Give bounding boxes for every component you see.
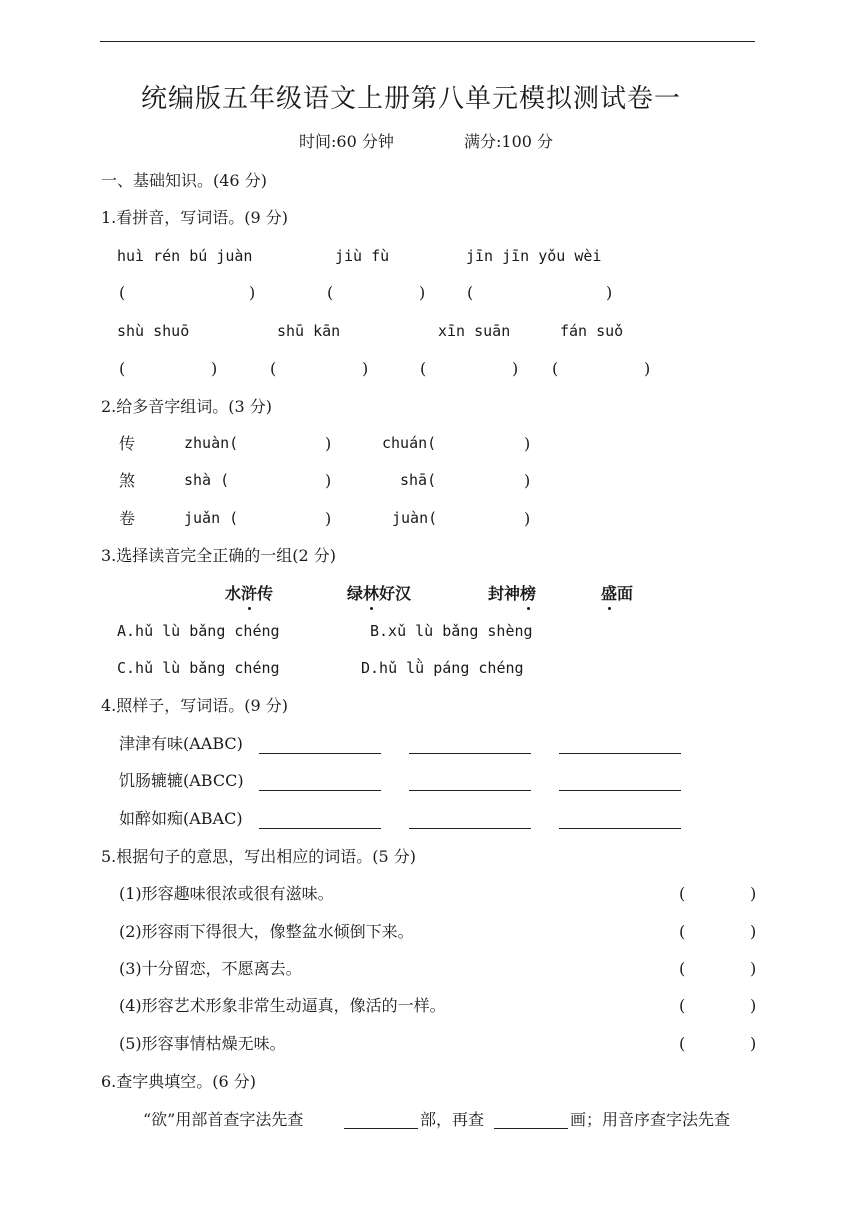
exam-score: 满分:100 分 [464, 132, 554, 151]
polyphone-char: 煞 [119, 471, 136, 490]
emphasis-dot-char: 林 [363, 584, 380, 603]
pattern-example: 如醉如痴(ABAC) [119, 809, 243, 828]
exam-time: 时间:60 分钟 [299, 132, 394, 151]
answer-paren-close: ) [606, 283, 613, 302]
answer-paren-open: ( [679, 922, 686, 941]
answer-blank[interactable] [409, 828, 531, 829]
option-d: D.hǔ lǜ páng chéng [361, 659, 524, 677]
emphasis-dot-char: 浒 [241, 584, 258, 603]
answer-paren-close: ) [325, 509, 332, 528]
answer-blank[interactable] [559, 828, 681, 829]
answer-paren-open: ( [552, 359, 559, 378]
answer-blank[interactable] [559, 753, 681, 754]
option-c: C.hǔ lù bǎng chéng [117, 659, 280, 677]
definition-item: (1)形容趣味很浓或很有滋味。 [119, 884, 334, 903]
pinyin-1: huì rén bú juàn [117, 247, 253, 265]
pinyin-4: shù shuō [117, 322, 190, 340]
question-1-heading: 1.看拼音，写词语。(9 分) [101, 208, 289, 227]
pattern-example: 津津有味(AABC) [119, 734, 243, 753]
answer-paren-open: ( [679, 959, 686, 978]
fill-text: 部，再查 [420, 1110, 485, 1129]
polyphone-reading-2: juàn( [392, 509, 438, 527]
answer-paren-open: ( [270, 359, 277, 378]
answer-paren-close: ) [512, 359, 519, 378]
answer-paren-close: ) [750, 1034, 757, 1053]
pinyin-2: jiù fù [335, 247, 390, 265]
answer-blank[interactable] [559, 790, 681, 791]
section-heading: 一、基础知识。(46 分) [101, 171, 267, 190]
answer-blank[interactable] [409, 790, 531, 791]
definition-item: (4)形容艺术形象非常生动逼真，像活的一样。 [119, 996, 446, 1015]
polyphone-reading-2: chuán( [382, 434, 437, 452]
answer-paren-close: ) [750, 996, 757, 1015]
polyphone-char: 传 [119, 434, 136, 453]
answer-blank[interactable] [259, 790, 381, 791]
polyphone-char: 卷 [119, 509, 136, 528]
answer-paren-open: ( [420, 359, 427, 378]
question-6-heading: 6.查字典填空。(6 分) [101, 1072, 257, 1091]
pinyin-6: xīn suān [438, 322, 511, 340]
answer-paren-open: ( [679, 996, 686, 1015]
question-4-heading: 4.照样子，写词语。(9 分) [101, 696, 289, 715]
polyphone-reading-1: shà ( [184, 471, 230, 489]
answer-paren-close: ) [211, 359, 218, 378]
answer-paren-open: ( [679, 1034, 686, 1053]
term-shuihu: 水浒传 [225, 584, 274, 603]
page-title: 统编版五年级语文上册第八单元模拟测试卷一 [141, 84, 682, 114]
fill-text: “欲”用部首查字法先查 [143, 1110, 304, 1129]
answer-paren-open: ( [119, 359, 126, 378]
definition-item: (2)形容雨下得很大，像整盆水倾倒下来。 [119, 922, 414, 941]
answer-blank[interactable] [259, 753, 381, 754]
pinyin-5: shū kān [277, 322, 341, 340]
answer-paren-close: ) [325, 434, 332, 453]
fill-text: 画；用音序查字法先查 [570, 1110, 731, 1129]
polyphone-reading-2: shā( [400, 471, 437, 489]
answer-paren-close: ) [362, 359, 369, 378]
polyphone-reading-1: juǎn ( [184, 509, 239, 527]
answer-blank[interactable] [259, 828, 381, 829]
answer-paren-close: ) [750, 922, 757, 941]
term-shengmian: 盛面 [601, 584, 634, 603]
pinyin-3: jīn jīn yǒu wèi [466, 247, 602, 265]
answer-paren-close: ) [524, 434, 531, 453]
answer-paren-open: ( [119, 283, 126, 302]
answer-paren-close: ) [750, 884, 757, 903]
answer-paren-close: ) [750, 959, 757, 978]
pattern-example: 饥肠辘辘(ABCC) [119, 771, 244, 790]
answer-paren-open: ( [467, 283, 474, 302]
answer-paren-close: ) [644, 359, 651, 378]
answer-paren-close: ) [524, 509, 531, 528]
emphasis-dot-char: 盛 [601, 584, 618, 603]
question-3-heading: 3.选择读音完全正确的一组(2 分) [101, 546, 337, 565]
polyphone-reading-1: zhuàn( [184, 434, 239, 452]
top-rule [100, 41, 755, 42]
answer-paren-close: ) [249, 283, 256, 302]
option-a: A.hǔ lù bǎng chéng [117, 622, 280, 640]
answer-paren-open: ( [679, 884, 686, 903]
term-fengshen: 封神榜 [488, 584, 537, 603]
answer-blank[interactable] [409, 753, 531, 754]
definition-item: (5)形容事情枯燥无味。 [119, 1034, 286, 1053]
answer-paren-close: ) [524, 471, 531, 490]
answer-paren-close: ) [419, 283, 426, 302]
question-5-heading: 5.根据句子的意思，写出相应的词语。(5 分) [101, 847, 417, 866]
term-lulin: 绿林好汉 [347, 584, 412, 603]
pinyin-7: fán suǒ [560, 322, 624, 340]
question-2-heading: 2.给多音字组词。(3 分) [101, 397, 273, 416]
answer-paren-close: ) [325, 471, 332, 490]
emphasis-dot-char: 榜 [520, 584, 537, 603]
option-b: B.xǔ lù bǎng shèng [370, 622, 533, 640]
answer-paren-open: ( [327, 283, 334, 302]
definition-item: (3)十分留恋，不愿离去。 [119, 959, 302, 978]
answer-blank[interactable] [344, 1128, 418, 1129]
answer-blank[interactable] [494, 1128, 568, 1129]
